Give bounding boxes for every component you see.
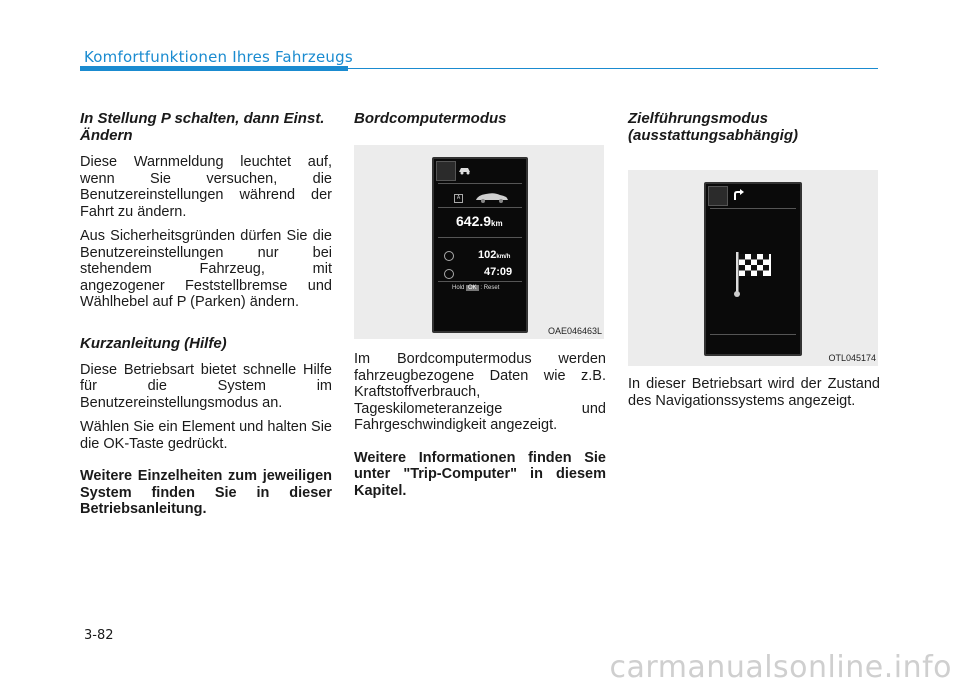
paragraph-more-details: Weitere Einzelheiten zum jeweiligen System finden Sie in dieser Betriebsanleitung. bbox=[80, 468, 332, 517]
watermark: carmanualsonline.info bbox=[609, 650, 952, 685]
heading-quick-guide: Kurzanleitung (Hilfe) bbox=[80, 334, 227, 352]
figure-code: OAE046463L bbox=[547, 326, 602, 336]
odometer-value: 642.9km bbox=[456, 213, 503, 229]
header-rule-thin bbox=[348, 68, 878, 69]
paragraph-quick-guide: Diese Betriebsart bietet schnelle Hilfe für die System im Benutzereinstellungsmodus an. bbox=[80, 361, 332, 411]
screen-divider bbox=[438, 207, 522, 208]
figure-trip-computer bbox=[354, 145, 604, 339]
screen-divider bbox=[438, 237, 522, 238]
section-title: Komfortfunktionen Ihres Fahrzeugs bbox=[84, 48, 353, 66]
paragraph-safety: Aus Sicherheitsgründen dürfen Sie die Benutzereinstellungen nur bei stehendem Fahrzeug, mit angezogener Feststellbremse und Wählhebel auf P (Parken) ändern. bbox=[80, 228, 332, 310]
mode-tile bbox=[708, 186, 728, 206]
column-3 bbox=[628, 110, 880, 417]
screen-divider bbox=[438, 183, 522, 184]
page-number: 3-82 bbox=[84, 628, 114, 643]
car-icon bbox=[474, 191, 510, 203]
speedometer-icon bbox=[444, 251, 454, 261]
turn-right-arrow-icon bbox=[732, 188, 746, 202]
column-1 bbox=[80, 110, 332, 526]
figure-code: OTL045174 bbox=[828, 353, 876, 363]
car-settings-icon bbox=[458, 164, 472, 176]
screen-divider bbox=[710, 208, 796, 209]
screen-divider bbox=[710, 334, 796, 335]
checkered-flag-icon bbox=[732, 250, 774, 298]
heading-navigation-mode: Zielführungsmodus (ausstattungsabhängig) bbox=[628, 110, 799, 144]
cluster-display bbox=[432, 157, 528, 333]
average-speed: 102km/h bbox=[478, 249, 511, 261]
cluster-display-navigation bbox=[704, 182, 802, 356]
mode-tile bbox=[436, 161, 456, 181]
hold-ok-reset-hint: Hold OK : Reset bbox=[452, 285, 500, 291]
paragraph-more-info: Weitere Informationen finden Sie unter "Trip-Computer" in diesem Kapitel. bbox=[354, 449, 606, 499]
column-2 bbox=[354, 110, 606, 507]
screen-divider bbox=[438, 281, 522, 282]
heading-shift-to-p: In Stellung P schalten, dann Einst. Ändern bbox=[80, 110, 325, 144]
clock-icon bbox=[444, 269, 454, 279]
trip-a-badge: A bbox=[454, 194, 463, 203]
figure-navigation bbox=[628, 170, 878, 366]
header-rule-thick bbox=[80, 66, 348, 71]
paragraph-navigation: In dieser Betriebsart wird der Zustand des Navigationssystems angezeigt. bbox=[628, 376, 880, 409]
heading-trip-computer: Bordcomputermodus bbox=[354, 110, 507, 127]
paragraph-ok-button: Wählen Sie ein Element und halten Sie die OK-Taste gedrückt. bbox=[80, 419, 332, 452]
elapsed-time: 47:09 bbox=[484, 266, 513, 278]
paragraph-warning: Diese Warnmeldung leuchtet auf, wenn Sie versuchen, die Benutzereinstellungen während der Fahrt zu ändern. bbox=[80, 154, 332, 220]
paragraph-trip-computer: Im Bordcomputermodus werden fahrzeugbezogene Daten wie z.B. Kraftstoffverbrauch, Tageskilometeranzeige und Fahrgeschwindigkeit angezeigt. bbox=[354, 351, 606, 433]
